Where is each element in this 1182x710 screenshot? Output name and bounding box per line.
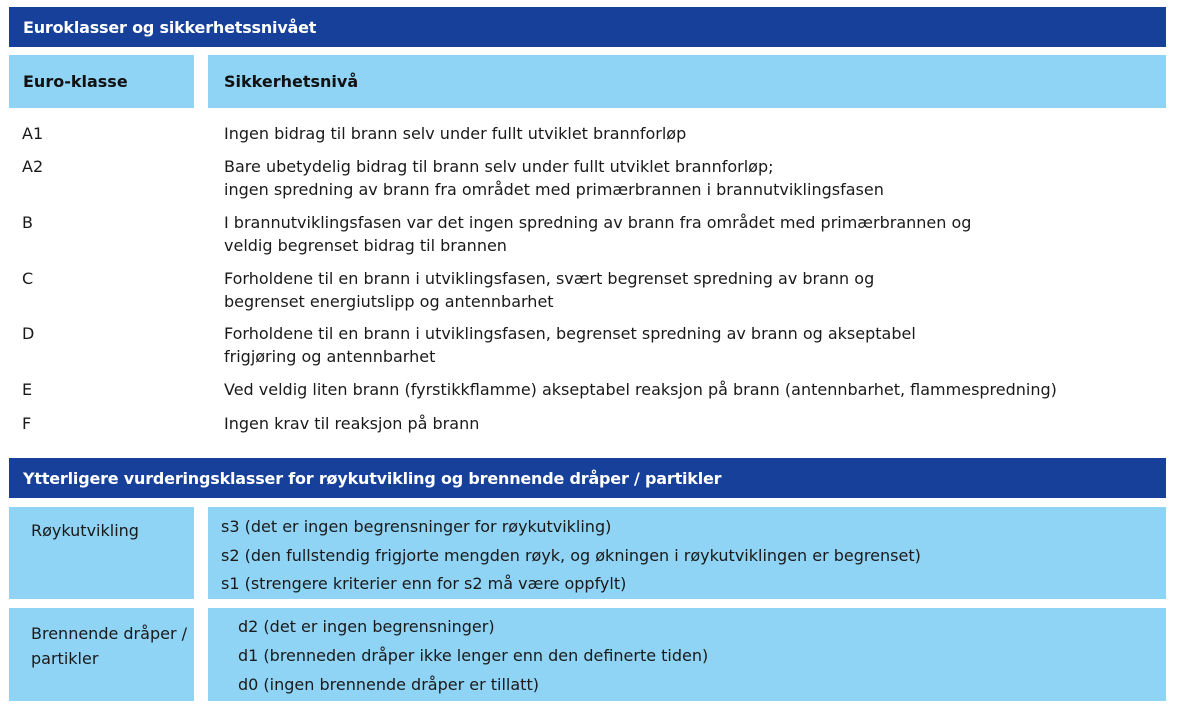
droplets-label-cell	[9, 608, 194, 701]
euro-class-code: E	[22, 380, 33, 399]
euro-class-code: A1	[22, 124, 44, 143]
safety-level-text: Ingen krav til reaksjon på brann	[224, 414, 480, 433]
euro-class-code: F	[22, 414, 32, 433]
droplets-classes-cell	[208, 608, 1166, 701]
header-euro-class: Euro-klasse	[9, 55, 194, 108]
safety-level-text: Bare ubetydelig bidrag til brann selv under fullt utviklet brannforløp; ingen spredning av brann fra området med primærbrannen i brannutviklingsfasen	[224, 157, 884, 199]
euro-class-code: B	[22, 213, 33, 232]
euro-class-code: C	[22, 269, 34, 288]
smoke-label-cell	[9, 507, 194, 599]
safety-level-text: Ved veldig liten brann (fyrstikkflamme) akseptabel reaksjon på brann (antennbarhet, flammespredning)	[224, 380, 1057, 399]
smoke-class-s1: s1 (strengere kriterier enn for s2 må være oppfylt)	[221, 574, 627, 593]
smoke-label: Røykutvikling	[31, 521, 139, 540]
safety-level-text: Ingen bidrag til brann selv under fullt utviklet brannforløp	[224, 124, 687, 143]
droplets-label-line-1: Brennende dråper /	[31, 624, 187, 643]
droplets-label-line-2: partikler	[31, 649, 99, 668]
smoke-class-s2: s2 (den fullstendig frigjorte mengden røyk, og økningen i røykutviklingen er begrenset)	[221, 545, 921, 565]
euro-class-code: D	[22, 324, 35, 343]
header-safety-level: Sikkerhetsnivå	[208, 55, 1166, 108]
smoke-classes-cell	[208, 507, 1166, 599]
safety-level-text: Forholdene til en brann i utviklingsfasen, svært begrenset spredning av brann og begrenset energiutslipp og antennbarhet	[224, 269, 875, 311]
additional-classes-section-title: Ytterligere vurderingsklasser for røykutvikling og brennende dråper / partikler	[9, 458, 1166, 498]
droplet-class-d0: d0 (ingen brennende dråper er tillatt)	[238, 675, 539, 694]
safety-level-text: I brannutviklingsfasen var det ingen spredning av brann fra området med primærbrannen og veldig begrenset bidrag til brannen	[224, 213, 972, 255]
safety-level-text: Forholdene til en brann i utviklingsfasen, begrenset spredning av brann og akseptabel frigjøring og antennbarhet	[224, 324, 916, 366]
euro-class-code: A2	[22, 157, 44, 176]
droplet-class-d1: d1 (brenneden dråper ikke lenger enn den definerte tiden)	[238, 646, 709, 665]
euroclass-section-title: Euroklasser og sikkerhetssnivået	[9, 7, 1166, 47]
smoke-class-s3: s3 (det er ingen begrensninger for røykutvikling)	[221, 517, 612, 536]
droplet-class-d2: d2 (det er ingen begrensninger)	[238, 617, 495, 636]
